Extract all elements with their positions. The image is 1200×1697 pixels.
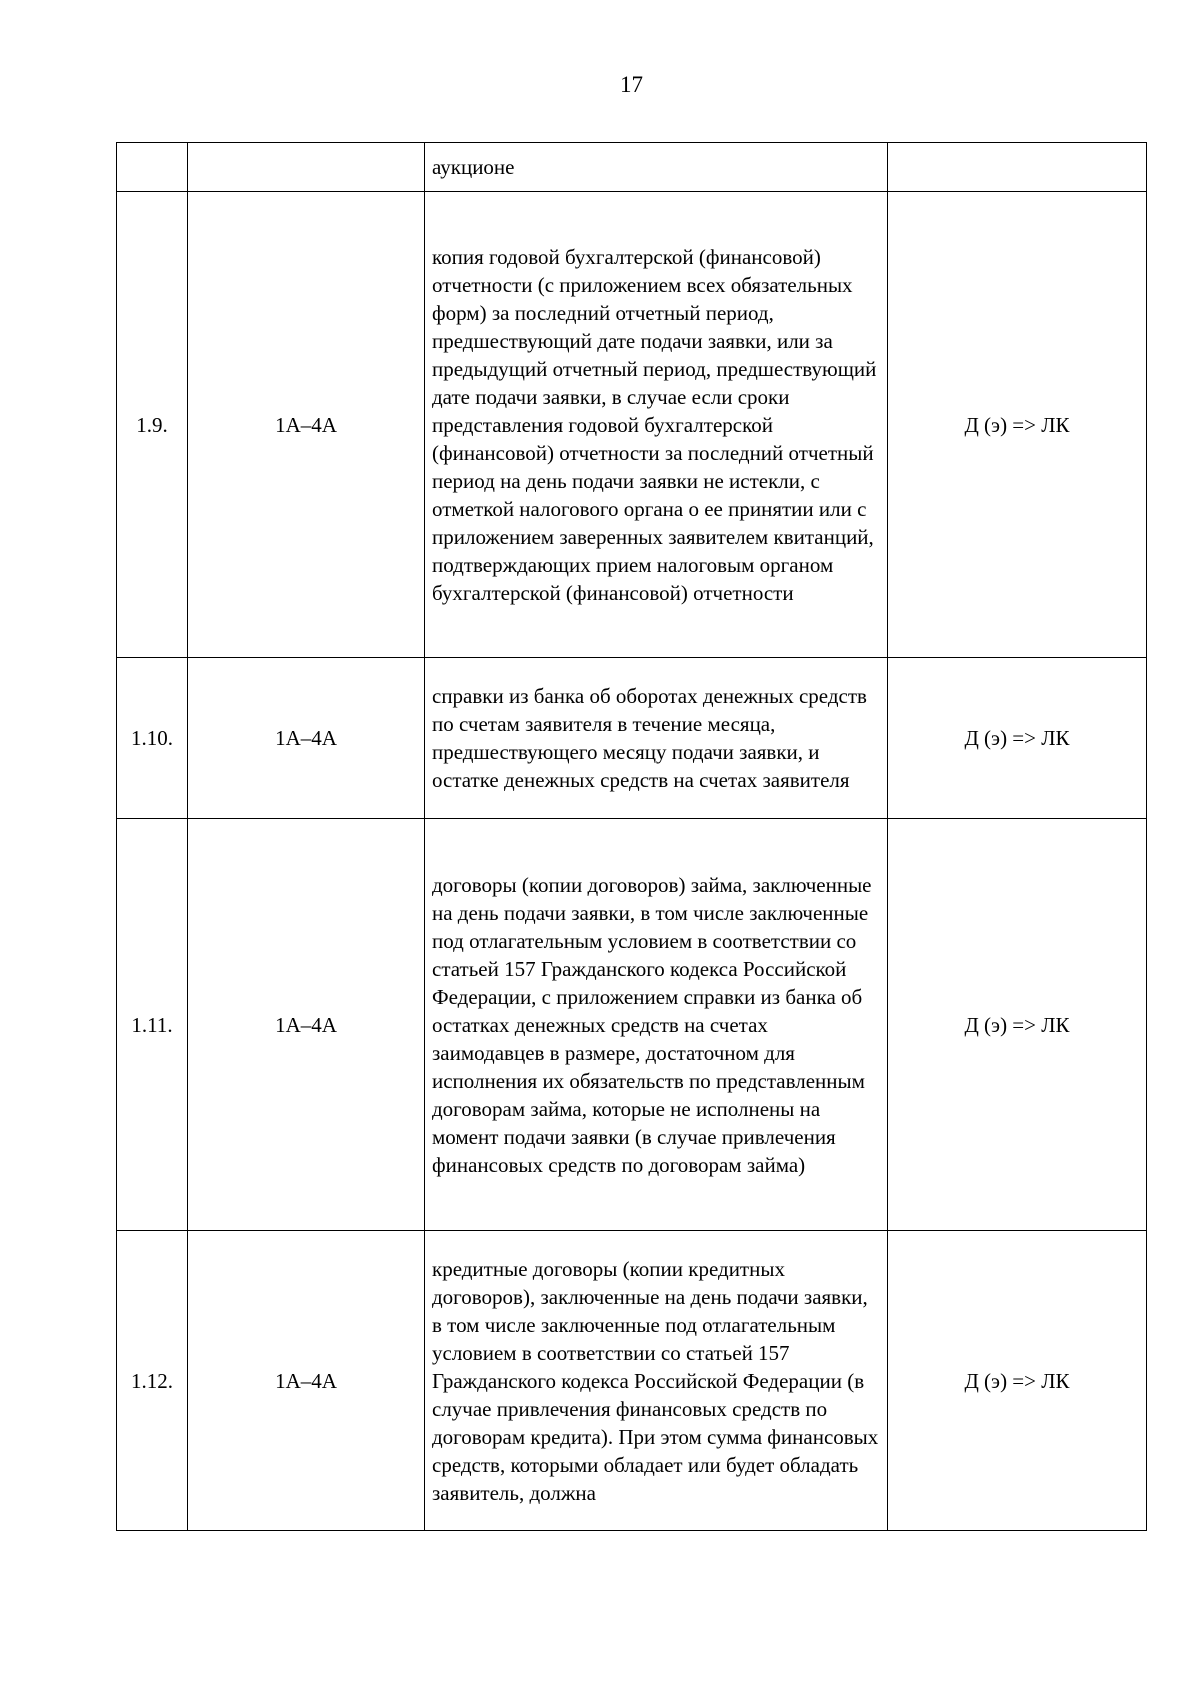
row-number-cell: 1.9. xyxy=(117,192,188,658)
row-description-cell: договоры (копии договоров) займа, заключенные на день подачи заявки, в том числе заключенные под отлагательным условием в соответствии со статьей 157 Гражданского кодекса Российской Федерации, с приложением справки из банка об остатках денежных средств на счетах заимодавцев в размере, достаточном для исполнения их обязательств по представленным договорам займа, которые не исполнены на момент подачи заявки (в случае привлечения финансовых средств по договорам займа) xyxy=(425,819,888,1231)
row-number-cell: 1.12. xyxy=(117,1231,188,1531)
row-group-cell: 1А–4А xyxy=(188,192,425,658)
row-group-cell: 1А–4А xyxy=(188,1231,425,1531)
table-row xyxy=(117,819,1147,1231)
row-number-cell: 1.11. xyxy=(117,819,188,1231)
row-description-cell: справки из банка об оборотах денежных средств по счетам заявителя в течение месяца, предшествующего месяцу подачи заявки, и остатке денежных средств на счетах заявителя xyxy=(425,658,888,819)
row-form-cell: Д (э) => ЛК xyxy=(888,192,1147,658)
page-number: 17 xyxy=(620,72,643,97)
row-form-cell xyxy=(888,143,1147,192)
table-row xyxy=(117,192,1147,658)
row-description-cell: аукционе xyxy=(425,143,888,192)
row-form-cell: Д (э) => ЛК xyxy=(888,819,1147,1231)
row-form-cell: Д (э) => ЛК xyxy=(888,658,1147,819)
table-row xyxy=(117,143,1147,192)
row-group-cell: 1А–4А xyxy=(188,658,425,819)
table-row xyxy=(117,1231,1147,1531)
row-number-cell xyxy=(117,143,188,192)
table-row xyxy=(117,658,1147,819)
row-description-cell: кредитные договоры (копии кредитных договоров), заключенные на день подачи заявки, в том числе заключенные под отлагательным условием в соответствии со статьей 157 Гражданского кодекса Российской Федерации (в случае привлечения финансовых средств по договорам кредита). При этом сумма финансовых средств, которыми обладает или будет обладать заявитель, должна xyxy=(425,1231,888,1531)
row-form-cell: Д (э) => ЛК xyxy=(888,1231,1147,1531)
row-group-cell xyxy=(188,143,425,192)
row-number-cell: 1.10. xyxy=(117,658,188,819)
documents-table xyxy=(116,142,1147,1531)
row-group-cell: 1А–4А xyxy=(188,819,425,1231)
row-description-cell: копия годовой бухгалтерской (финансовой) отчетности (с приложением всех обязательных форм) за последний отчетный период, предшествующий дате подачи заявки, или за предыдущий отчетный период, предшествующий дате подачи заявки, в случае если сроки представления годовой бухгалтерской (финансовой) отчетности за последний отчетный период на день подачи заявки не истекли, с отметкой налогового органа о ее принятии или с приложением заверенных заявителем квитанций, подтверждающих прием налоговым органом бухгалтерской (финансовой) отчетности xyxy=(425,192,888,658)
